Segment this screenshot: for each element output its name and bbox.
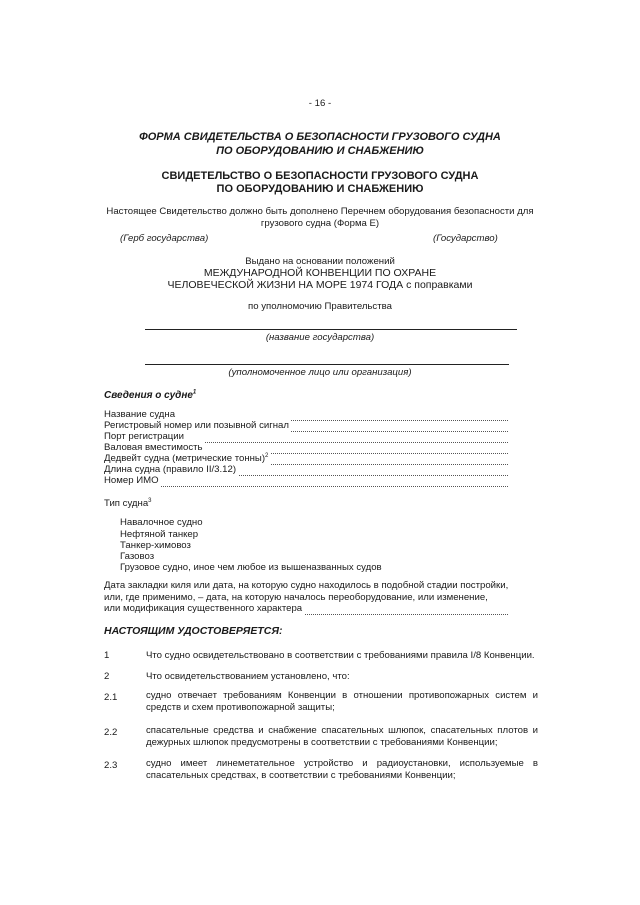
certificate-title-line-1: СВИДЕТЕЛЬСТВО О БЕЗОПАСНОСТИ ГРУЗОВОГО СУДНА [161,170,479,182]
registry-number-label: Регистровый номер или позывной сигнал [104,420,289,431]
keel-date-line-3: или модификация существенного характера [104,603,303,614]
ship-type-option: Грузовое судно, иное чем любое из вышеназванных судов [120,562,382,573]
item-number: 2.3 [104,760,118,771]
state-label: (Государство) [433,233,498,244]
item-number: 2.2 [104,727,118,738]
item-number: 1 [104,650,110,661]
coat-of-arms-label: (Герб государства) [120,233,209,244]
supplement-note-line-2: грузового судна (Форма E) [260,218,380,229]
issued-under-line-1: Выдано на основании положений [245,256,395,267]
ship-type-label: Тип судна$^3$ [104,497,152,509]
gross-tonnage-label: Валовая вместимость [104,442,203,453]
deadweight-label: Дедвейт судна (метрические тонны)$^2$ [104,452,269,464]
issued-under-line-3: ЧЕЛОВЕЧЕСКОЙ ЖИЗНИ НА МОРЕ 1974 ГОДА с поправками [167,279,473,291]
authorized-line [145,364,509,365]
ship-info-heading: Сведения о судне$^1$ [104,389,197,401]
state-name-line [145,329,517,330]
certify-heading: НАСТОЯЩИМ УДОСТОВЕРЯЕТСЯ: [104,625,283,637]
state-name-caption: (название государства) [265,332,375,343]
certificate-title-line-2: ПО ОБОРУДОВАНИЮ И СНАБЖЕНИЮ [216,183,424,195]
item-text: Что освидетельствованием установлено, что: [146,671,350,682]
imo-number-label: Номер ИМО [104,475,159,486]
page-number: - 16 - [308,98,332,109]
item-text: Что судно освидетельствовано в соответствии с требованиями правила I/8 Конвенции. [146,650,535,661]
item-text: судно отвечает требованиям Конвенции в отношении противопожарных систем и средств и схем противопожарной защиты; [146,690,538,713]
ship-type-option: Навалочное судно [120,517,203,528]
port-of-registry-label: Порт регистрации [104,431,185,442]
keel-date-line-2: или, где применимо, – дата, на которую началось переоборудование, или изменение, [104,592,488,603]
item-number: 2 [104,671,110,682]
form-title-line-1: ФОРМА СВИДЕТЕЛЬСТВА О БЕЗОПАСНОСТИ ГРУЗОВОГО СУДНА [139,131,501,143]
item-text: спасательные средства и снабжение спасательных шлюпок, спасательных плотов и дежурных шлюпок предусмотрены в соответствии с требованиями Конвенции; [146,725,538,748]
ship-type-option: Нефтяной танкер [120,529,199,540]
authority-text: по уполномочию Правительства [248,301,392,312]
issued-under-line-2: МЕЖДУНАРОДНОЙ КОНВЕНЦИИ ПО ОХРАНЕ [203,267,437,279]
keel-date-line-1: Дата закладки киля или дата, на которую судно находилось в подобной стадии постройки, [104,580,509,591]
ship-type-option: Газовоз [120,551,155,562]
item-text: судно имеет линеметательное устройство и радиоустановки, используемые в спасательных средствах, в соответствии с требованиями Конвенции; [146,758,538,781]
ship-type-option: Танкер-химовоз [120,540,191,551]
form-title-line-2: ПО ОБОРУДОВАНИЮ И СНАБЖЕНИЮ [216,145,424,157]
authorized-caption: (уполномоченное лицо или организация) [228,367,412,378]
item-number: 2.1 [104,692,118,703]
ship-name-label: Название судна [104,409,176,420]
supplement-note-line-1: Настоящее Свидетельство должно быть дополнено Перечнем оборудования безопасности для [106,206,534,217]
ship-length-label: Длина судна (правило II/3.12) [104,464,237,475]
